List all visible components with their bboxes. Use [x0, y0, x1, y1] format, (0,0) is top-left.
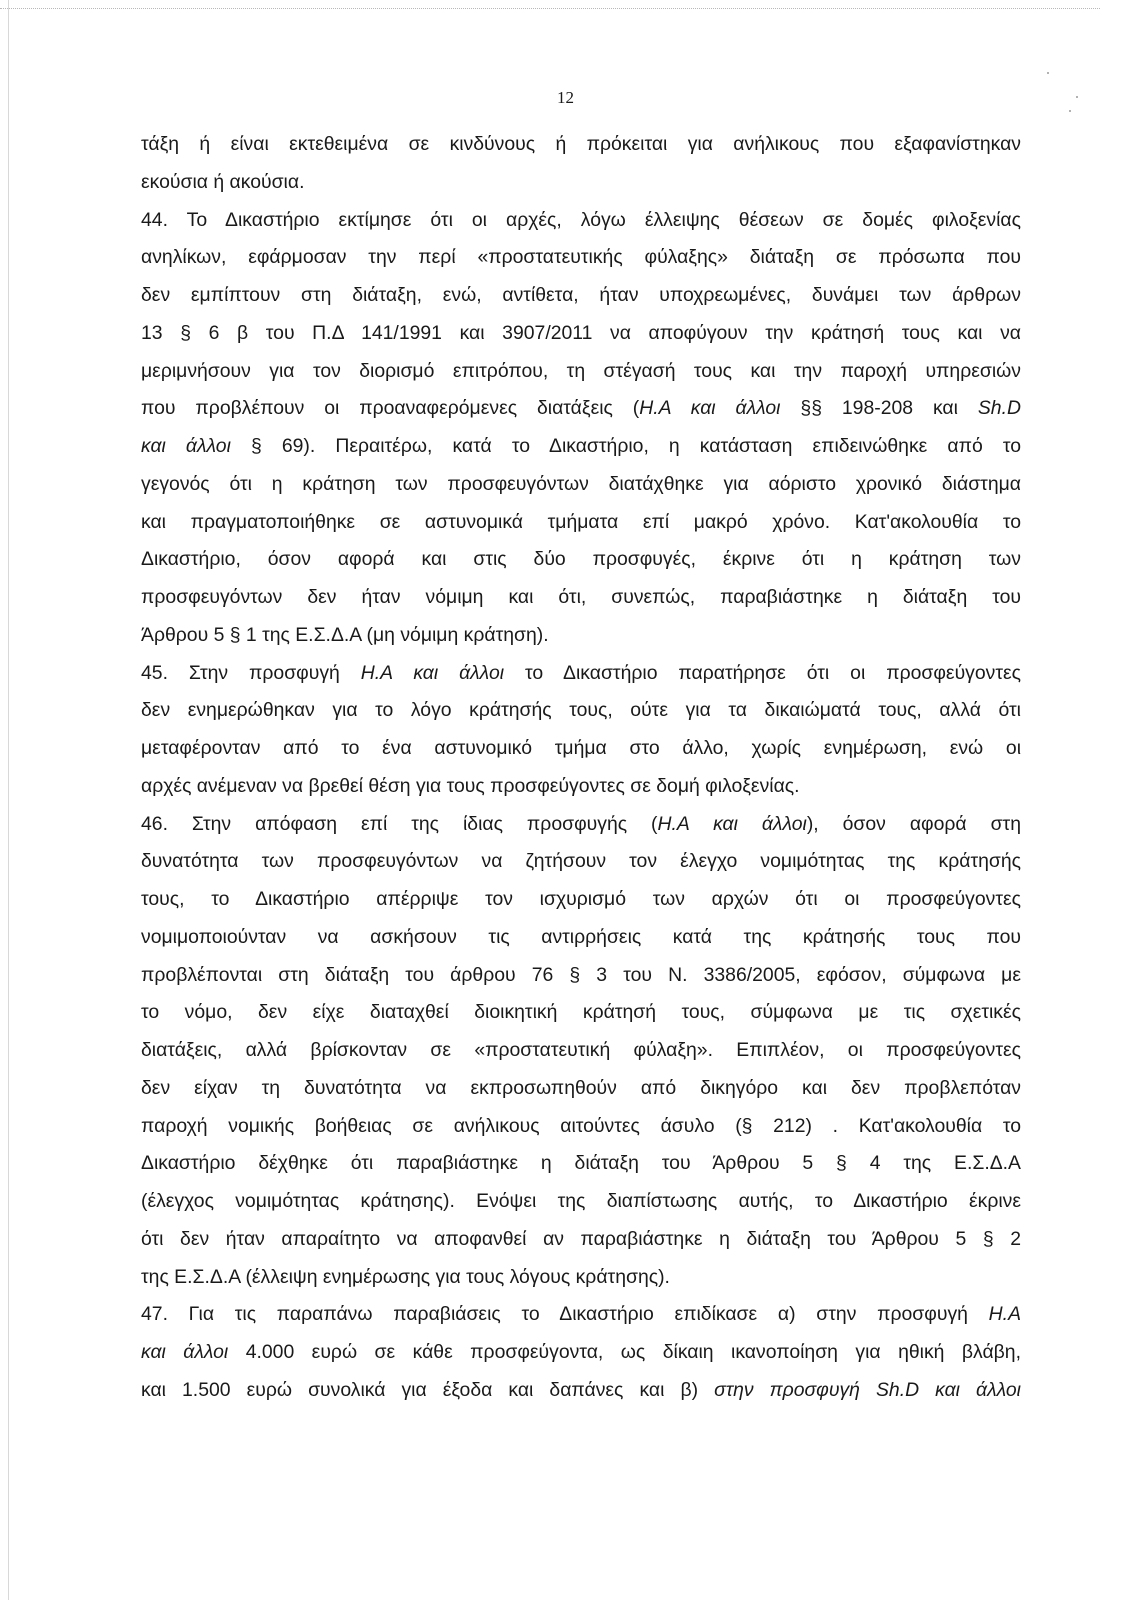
- text-line: 46. Στην απόφαση επί της ίδιας προσφυγής (Η.Α και άλλοι), όσον αφορά στη: [141, 812, 1022, 835]
- text-line: ότι δεν ήταν απαραίτητο να αποφανθεί αν παραβιάστηκε η διάταξη του Άρθρου 5 § 2: [141, 1227, 1021, 1250]
- scan-speck: [1047, 72, 1049, 74]
- text-line: μεταφέρονταν από το ένα αστυνομικό τμήμα στο άλλο, χωρίς ενημέρωση, ενώ οι: [141, 737, 1021, 759]
- text-line: τάξη ή είναι εκτεθειμένα σε κινδύνους ή πρόκειται για ανήλικους που εξαφανίστηκαν: [141, 133, 1021, 155]
- text-line: Άρθρου 5 § 1 της Ε.Σ.Δ.Α (μη νόμιμη κράτηση).: [141, 623, 549, 646]
- text-line: και άλλοι 4.000 ευρώ σε κάθε προσφεύγοντα, ως δίκαιη ικανοποίηση για ηθική βλάβη,: [141, 1341, 1021, 1363]
- text-line: 45. Στην προσφυγή Η.Α και άλλοι το Δικαστήριο παρατήρησε ότι οι προσφεύγοντες: [141, 661, 1022, 684]
- text-line: δυνατότητα των προσφευγόντων να ζητήσουν τον έλεγχο νομιμότητας της κράτησής: [141, 850, 1021, 873]
- text-line: προσφευγόντων δεν ήταν νόμιμη και ότι, συνεπώς, παραβιάστηκε η διάταξη του: [141, 586, 1021, 608]
- body-text: [141, 126, 1021, 1410]
- text-line: διατάξεις, αλλά βρίσκονταν σε «προστατευτική φύλαξη». Επιπλέον, οι προσφεύγοντες: [141, 1039, 1021, 1061]
- scan-speck: [1069, 110, 1071, 112]
- scan-left-edge: [8, 0, 9, 1600]
- text-line: και 1.500 ευρώ συνολικά για έξοδα και δαπάνες και β) στην προσφυγή Sh.D και άλλοι: [141, 1378, 1021, 1401]
- text-line: 47. Για τις παραπάνω παραβιάσεις το Δικαστήριο επιδίκασε α) στην προσφυγή Η.Α: [141, 1303, 1021, 1326]
- text-line: δεν είχαν τη δυνατότητα να εκπροσωπηθούν από δικηγόρο και δεν προβλεπόταν: [141, 1076, 1021, 1099]
- text-line: δεν ενημερώθηκαν για το λόγο κράτησής τους, ούτε για τα δικαιώματά τους, αλλά ότι: [141, 699, 1021, 722]
- page-number: 12: [557, 88, 574, 107]
- text-line: Δικαστήριο, όσον αφορά και στις δύο προσφυγές, έκρινε ότι η κράτηση των: [141, 548, 1021, 571]
- text-line: και πραγματοποιήθηκε σε αστυνομικά τμήματα επί μακρό χρόνο. Κατ'ακολουθία το: [141, 510, 1021, 533]
- text-line: αρχές ανέμεναν να βρεθεί θέση για τους προσφεύγοντες σε δομή φιλοξενίας.: [141, 774, 800, 797]
- text-line: δεν εμπίπτουν στη διάταξη, ενώ, αντίθετα, ήταν υποχρεωμένες, δυνάμει των άρθρων: [141, 284, 1021, 306]
- text-line: ανηλίκων, εφάρμοσαν την περί «προστατευτικής φύλαξης» διάταξη σε πρόσωπα που: [141, 246, 1021, 269]
- text-line: (έλεγχος νομιμότητας κράτησης). Ενόψει της διαπίστωσης αυτής, το Δικαστήριο έκρινε: [141, 1190, 1021, 1212]
- text-line: που προβλέπουν οι προαναφερόμενες διατάξεις (Η.Α και άλλοι §§ 198-208 και Sh.D: [141, 397, 1021, 420]
- text-line: της Ε.Σ.Δ.Α (έλλειψη ενημέρωσης για τους λόγους κράτησης).: [141, 1265, 670, 1288]
- text-line: προβλέπονται στη διάταξη του άρθρου 76 § 3 του Ν. 3386/2005, εφόσον, σύμφωνα με: [141, 963, 1021, 986]
- text-line: παροχή νομικής βοήθειας σε ανήλικους αιτούντες άσυλο (§ 212) . Κατ'ακολουθία το: [141, 1114, 1021, 1137]
- text-line: το νόμο, δεν είχε διαταχθεί διοικητική κράτησή τους, σύμφωνα με τις σχετικές: [141, 1001, 1021, 1024]
- text-line: 44. Το Δικαστήριο εκτίμησε ότι οι αρχές, λόγω έλλειψης θέσεων σε δομές φιλοξενίας: [141, 208, 1021, 231]
- text-line: εκούσια ή ακούσια.: [141, 170, 305, 193]
- text-line: Δικαστήριο δέχθηκε ότι παραβιάστηκε η διάταξη του Άρθρου 5 § 4 της Ε.Σ.Δ.Α: [141, 1152, 1021, 1175]
- text-line: τους, το Δικαστήριο απέρριψε τον ισχυρισμό των αρχών ότι οι προσφεύγοντες: [141, 888, 1021, 910]
- text-line: μεριμνήσουν για τον διορισμό επιτρόπου, τη στέγασή τους και την παροχή υπηρεσιών: [141, 359, 1021, 382]
- scan-top-edge: [0, 8, 1100, 9]
- text-line: και άλλοι § 69). Περαιτέρω, κατά το Δικαστήριο, η κατάσταση επιδεινώθηκε από το: [141, 435, 1021, 457]
- text-line: γεγονός ότι η κράτηση των προσφευγόντων διατάχθηκε για αόριστο χρονικό διάστημα: [141, 472, 1021, 495]
- text-line: 13 § 6 β του Π.Δ 141/1991 και 3907/2011 να αποφύγουν την κράτησή τους και να: [141, 321, 1021, 344]
- text-line: νομιμοποιούνταν να ασκήσουν τις αντιρρήσεις κατά της κράτησής τους που: [141, 925, 1021, 948]
